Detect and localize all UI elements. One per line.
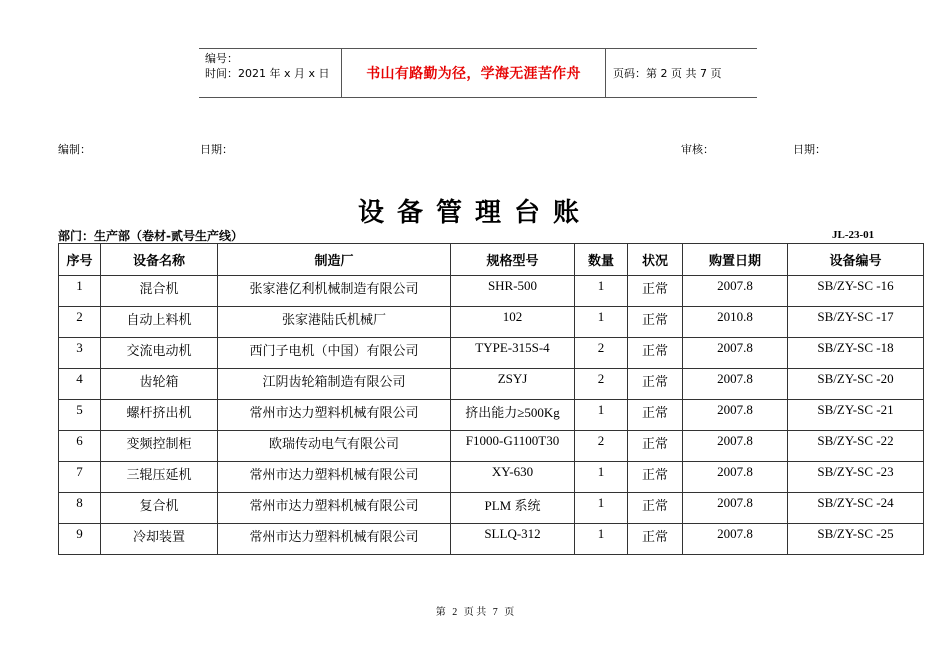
table-row [59, 400, 924, 431]
serial-cell: 9 [59, 524, 101, 555]
status-cell: 正常 [628, 276, 683, 307]
form-code: JL-23-01 [832, 229, 875, 241]
status-cell: 正常 [628, 462, 683, 493]
date-label-1: 日期： [200, 143, 233, 156]
table-body [59, 276, 924, 555]
page-title: 设备管理台账 [357, 198, 592, 228]
quantity-cell: 2 [575, 369, 628, 400]
quantity-cell: 1 [575, 400, 628, 431]
equipment-name-cell: 复合机 [101, 493, 218, 524]
manufacturer-cell: 常州市达力塑料机械有限公司 [218, 524, 451, 555]
equipment-name-cell: 冷却装置 [101, 524, 218, 555]
model-cell: TYPE-315S-4 [451, 338, 575, 369]
equipment-code-cell: SB/ZY-SC -17 [788, 307, 924, 338]
serial-cell: 2 [59, 307, 101, 338]
column-header: 设备编号 [788, 244, 924, 276]
footer-suffix: 页 [504, 607, 515, 618]
doc-time-label: 时间：2021 年 x 月 x 日 [205, 67, 330, 80]
column-header: 购置日期 [683, 244, 788, 276]
manufacturer-cell: 张家港亿利机械制造有限公司 [218, 276, 451, 307]
equipment-name-cell: 交流电动机 [101, 338, 218, 369]
status-cell: 正常 [628, 400, 683, 431]
table-header-row [59, 244, 924, 276]
model-cell: 102 [451, 307, 575, 338]
equipment-ledger-table [58, 243, 924, 555]
manufacturer-cell: 常州市达力塑料机械有限公司 [218, 493, 451, 524]
equipment-code-cell: SB/ZY-SC -23 [788, 462, 924, 493]
purchase-date-cell: 2007.8 [683, 276, 788, 307]
manufacturer-cell: 常州市达力塑料机械有限公司 [218, 462, 451, 493]
header-page-info: 页码：第 2 页 共 7 页 [613, 67, 722, 80]
table-row [59, 276, 924, 307]
equipment-code-cell: SB/ZY-SC -20 [788, 369, 924, 400]
model-cell: XY-630 [451, 462, 575, 493]
serial-cell: 3 [59, 338, 101, 369]
department-label: 部门：生产部（卷材-贰号生产线） [58, 229, 243, 243]
quantity-cell: 1 [575, 276, 628, 307]
column-header: 数量 [575, 244, 628, 276]
purchase-date-cell: 2007.8 [683, 524, 788, 555]
equipment-code-cell: SB/ZY-SC -24 [788, 493, 924, 524]
date-label-2: 日期： [793, 143, 826, 156]
purchase-date-cell: 2007.8 [683, 369, 788, 400]
table-row [59, 462, 924, 493]
column-header: 制造厂 [218, 244, 451, 276]
serial-cell: 8 [59, 493, 101, 524]
status-cell: 正常 [628, 493, 683, 524]
quantity-cell: 1 [575, 307, 628, 338]
column-header: 状况 [628, 244, 683, 276]
serial-cell: 6 [59, 431, 101, 462]
model-cell: F1000-G1100T30 [451, 431, 575, 462]
status-cell: 正常 [628, 524, 683, 555]
purchase-date-cell: 2007.8 [683, 431, 788, 462]
document-header [199, 48, 757, 98]
header-divider [605, 49, 606, 97]
table-row [59, 369, 924, 400]
serial-cell: 5 [59, 400, 101, 431]
table-row [59, 493, 924, 524]
manufacturer-cell: 西门子电机（中国）有限公司 [218, 338, 451, 369]
compiled-by-label: 编制： [58, 143, 91, 156]
column-header: 设备名称 [101, 244, 218, 276]
status-cell: 正常 [628, 338, 683, 369]
equipment-name-cell: 自动上料机 [101, 307, 218, 338]
purchase-date-cell: 2010.8 [683, 307, 788, 338]
equipment-code-cell: SB/ZY-SC -25 [788, 524, 924, 555]
equipment-name-cell: 齿轮箱 [101, 369, 218, 400]
column-header: 序号 [59, 244, 101, 276]
header-motto: 书山有路勤为径，学海无涯苦作舟 [366, 66, 581, 82]
equipment-name-cell: 变频控制柜 [101, 431, 218, 462]
footer-mid: 页 共 [463, 607, 487, 618]
manufacturer-cell: 欧瑞传动电气有限公司 [218, 431, 451, 462]
purchase-date-cell: 2007.8 [683, 462, 788, 493]
header-meta [205, 51, 330, 81]
serial-cell: 4 [59, 369, 101, 400]
equipment-code-cell: SB/ZY-SC -21 [788, 400, 924, 431]
status-cell: 正常 [628, 369, 683, 400]
serial-cell: 1 [59, 276, 101, 307]
manufacturer-cell: 张家港陆氏机械厂 [218, 307, 451, 338]
purchase-date-cell: 2007.8 [683, 493, 788, 524]
equipment-code-cell: SB/ZY-SC -22 [788, 431, 924, 462]
quantity-cell: 2 [575, 431, 628, 462]
footer-prefix: 第 [435, 607, 446, 618]
model-cell: PLM 系统 [451, 493, 575, 524]
equipment-code-cell: SB/ZY-SC -16 [788, 276, 924, 307]
equipment-name-cell: 混合机 [101, 276, 218, 307]
equipment-name-cell: 螺杆挤出机 [101, 400, 218, 431]
footer-total-pages: 7 [492, 607, 498, 618]
manufacturer-cell: 江阴齿轮箱制造有限公司 [218, 369, 451, 400]
quantity-cell: 1 [575, 462, 628, 493]
model-cell: SLLQ-312 [451, 524, 575, 555]
model-cell: SHR-500 [451, 276, 575, 307]
purchase-date-cell: 2007.8 [683, 338, 788, 369]
table-row [59, 307, 924, 338]
column-header: 规格型号 [451, 244, 575, 276]
status-cell: 正常 [628, 431, 683, 462]
table-row [59, 431, 924, 462]
purchase-date-cell: 2007.8 [683, 400, 788, 431]
status-cell: 正常 [628, 307, 683, 338]
quantity-cell: 1 [575, 493, 628, 524]
model-cell: 挤出能力≥500Kg [451, 400, 575, 431]
manufacturer-cell: 常州市达力塑料机械有限公司 [218, 400, 451, 431]
quantity-cell: 1 [575, 524, 628, 555]
doc-number-label: 编号： [205, 52, 238, 65]
quantity-cell: 2 [575, 338, 628, 369]
reviewed-by-label: 审核： [681, 143, 714, 156]
footer-page-number: 2 [452, 607, 458, 618]
serial-cell: 7 [59, 462, 101, 493]
page-footer [0, 603, 950, 618]
equipment-name-cell: 三辊压延机 [101, 462, 218, 493]
table-row [59, 338, 924, 369]
equipment-code-cell: SB/ZY-SC -18 [788, 338, 924, 369]
table-row [59, 524, 924, 555]
model-cell: ZSYJ [451, 369, 575, 400]
